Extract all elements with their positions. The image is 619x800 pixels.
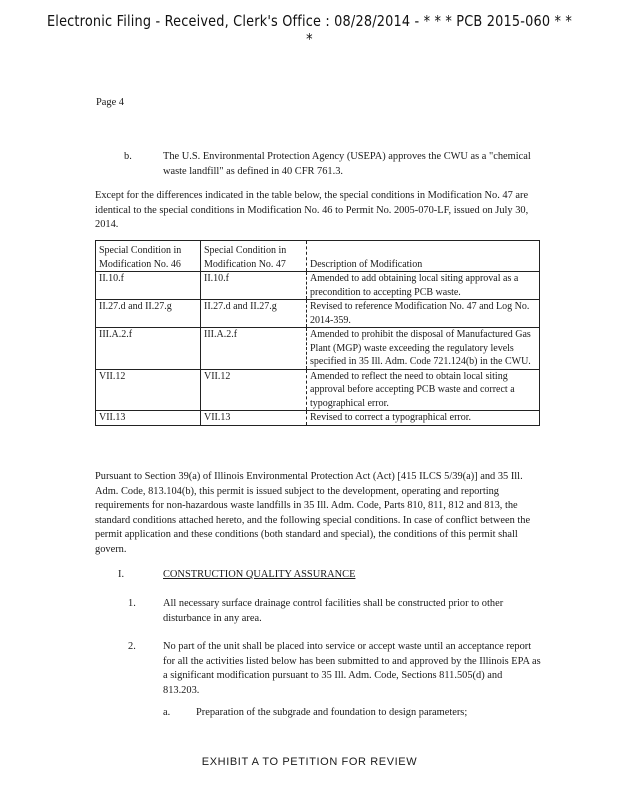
condition-number: 2.: [128, 641, 136, 652]
condition-number: 1.: [128, 598, 136, 609]
pursuant-paragraph: Pursuant to Section 39(a) of Illinois Environmental Protection Act (Act) [415 ILCS 5/39(a)] and 35 Ill. Adm. Code, 813.104(b), this permit is issued subject to the development, operating and reporting requirements for non-hazardous waste landfills in 35 Ill. Adm. Code, Parts 810, 811, 812 and 813, the standard conditions attached hereto, and the following special conditions. In case of conflict between the permit application and these conditions (both standard and special), the conditions of this permit shall govern.: [95, 471, 531, 555]
table-cell: VII.13: [96, 411, 201, 426]
table-cell: II.27.d and II.27.g: [201, 300, 307, 328]
table-cell: VII.12: [96, 369, 201, 411]
table-header-cell: Special Condition in Modification No. 47: [201, 241, 307, 272]
table-row: [96, 328, 540, 370]
item-b-letter: b.: [124, 151, 132, 162]
table-row: [96, 300, 540, 328]
intro-paragraph: Except for the differences indicated in the table below, the special conditions in Modification No. 47 are identical to the special conditions in Modification No. 46 to Permit No. 2005-070-LF, issued on July 30, 2014.: [95, 190, 529, 230]
condition-text: No part of the unit shall be placed into service or accept waste until an acceptance report for all the activities listed below has been submitted to and approved by the Illinois EPA as a significant modification pursuant to 35 Ill. Adm. Code, Sections 811.505(d) and 813.203.: [163, 641, 541, 696]
table-cell: III.A.2.f: [96, 328, 201, 370]
table-header-cell: Description of Modification: [307, 241, 540, 272]
section-number: I.: [118, 569, 125, 580]
table-cell: Revised to correct a typographical error.: [307, 411, 540, 426]
subitem-letter: a.: [163, 707, 171, 718]
table-cell: Revised to reference Modification No. 47 and Log No. 2014-359.: [307, 300, 540, 328]
table-header-row: [96, 241, 540, 272]
modification-table: [95, 240, 540, 426]
table-cell: III.A.2.f: [201, 328, 307, 370]
filing-stamp-header: Electronic Filing - Received, Clerk's Office : 08/28/2014 - * * * PCB 2015-060 * * *: [46, 12, 573, 48]
table-cell: II.27.d and II.27.g: [96, 300, 201, 328]
table-row: [96, 411, 540, 426]
table-cell: Amended to prohibit the disposal of Manufactured Gas Plant (MGP) waste exceeding the regulatory levels specified in 35 Ill. Adm. Code 721.124(b) in the CWU.: [307, 328, 540, 370]
page-number: Page 4: [96, 97, 124, 108]
condition-text: All necessary surface drainage control facilities shall be constructed prior to other disturbance in any area.: [163, 598, 504, 624]
subitem-text: Preparation of the subgrade and foundation to design parameters;: [196, 707, 468, 718]
section-title: CONSTRUCTION QUALITY ASSURANCE: [163, 569, 356, 580]
table-row: [96, 369, 540, 411]
table-cell: VII.12: [201, 369, 307, 411]
item-b-text: The U.S. Environmental Protection Agency (USEPA) approves the CWU as a "chemical waste landfill" as defined in 40 CFR 761.3.: [163, 151, 531, 177]
table-cell: Amended to add obtaining local siting approval as a precondition to accepting PCB waste.: [307, 272, 540, 300]
table-row: [96, 272, 540, 300]
table-cell: II.10.f: [201, 272, 307, 300]
table-header-cell: Special Condition in Modification No. 46: [96, 241, 201, 272]
exhibit-footer: EXHIBIT A TO PETITION FOR REVIEW: [201, 756, 418, 768]
table-cell: II.10.f: [96, 272, 201, 300]
table-cell: VII.13: [201, 411, 307, 426]
table-cell: Amended to reflect the need to obtain local siting approval before accepting PCB waste and correct a typographical error.: [307, 369, 540, 411]
